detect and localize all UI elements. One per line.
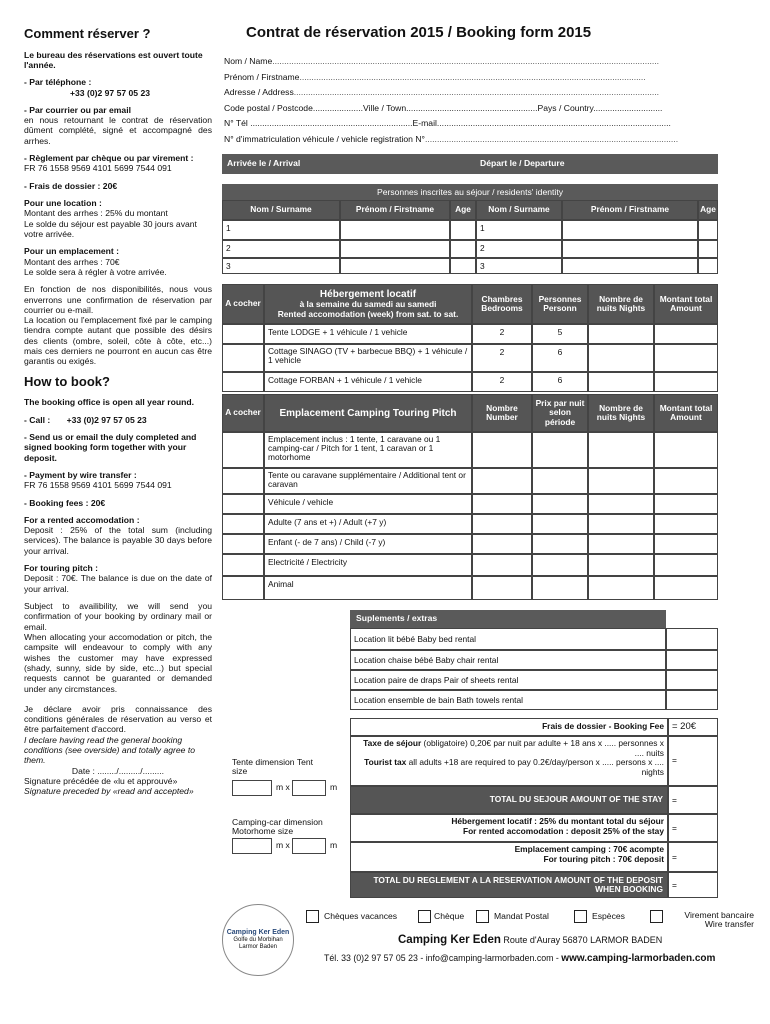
extra-value-3[interactable] xyxy=(666,670,718,690)
heading-en: How to book? xyxy=(24,373,110,389)
camping-header: Emplacement Camping Touring Pitch xyxy=(264,394,472,432)
camping-total-4[interactable] xyxy=(654,514,718,534)
extra-item-4: Location ensemble de bain Bath towels rental xyxy=(350,690,666,710)
camping-number-3[interactable] xyxy=(472,494,532,514)
send-en: - Send us or email the duly completed and signed booking form together with your deposit. xyxy=(24,431,197,463)
rented-en xyxy=(24,515,212,556)
camping-total-1[interactable] xyxy=(654,432,718,468)
rental-item-3: Cottage FORBAN + 1 véhicule / 1 vehicle xyxy=(264,372,472,392)
allocating-en: When allocating your accomodation or pitch, the campsite will endeavour to comply with any wishes the customer may have expressed (shady, sunny, side by side, etc...) but special requests cannot be guaranted or demanded under any circmstances. xyxy=(24,631,212,694)
allocation-fr: La location ou l'emplacement fixé par le camping tiendra compte autant que possible des désirs des clients (ombre, soleil, côte à côte, etc...) mais ces derniers ne pourront en aucun cas être garantis ou exigés. xyxy=(24,315,212,367)
camping-price-4[interactable] xyxy=(532,514,588,534)
call-en xyxy=(24,415,212,425)
dates-bar xyxy=(222,154,718,174)
field-phone-label: N° Tél ....................................................................E-mail.................................................................................................. xyxy=(224,118,671,128)
footer-address-line xyxy=(398,934,662,948)
person-row-1-right[interactable]: 1 xyxy=(476,220,562,240)
person-row-3-age[interactable] xyxy=(450,258,476,274)
tent-dimension-label: Tente dimension Tent size xyxy=(232,757,314,777)
field-address[interactable] xyxy=(224,87,718,103)
field-postcode-label: Code postal / Postcode.....................Ville / Town.......................................................Pays / Country............................. xyxy=(224,102,663,113)
field-dots: ......................................................................................................................................................... xyxy=(293,87,660,97)
camping-nights-1[interactable] xyxy=(588,432,654,468)
person-row-1-age-r[interactable] xyxy=(698,220,718,240)
field-firstname-label: Prénom / Firstname xyxy=(224,71,300,82)
camping-item-3: Véhicule / vehicle xyxy=(264,494,472,514)
tax-fr-bold: Taxe de séjour xyxy=(363,738,422,748)
tourist-tax-value[interactable]: = xyxy=(668,736,718,786)
footer-website[interactable]: www.camping-larmorbaden.com xyxy=(561,953,716,964)
field-dots: .......................................................................................................... xyxy=(425,133,679,144)
camping-check-1[interactable] xyxy=(222,432,264,468)
camping-price-6[interactable] xyxy=(532,554,588,576)
field-dots: .................................................................................................................................................................. xyxy=(272,56,660,66)
col-surname-2: Nom / Surname xyxy=(476,200,562,220)
camping-col-price: Prix par nuit selon période xyxy=(532,394,588,432)
camping-item-7: Animal xyxy=(264,576,472,600)
person-row-1-left[interactable]: 1 xyxy=(222,220,340,240)
wire-label: - Payment by wire transfer : xyxy=(24,469,137,480)
payment-label: - Règlement par chèque ou par virement : xyxy=(24,153,194,164)
identity-fields xyxy=(224,56,718,149)
camping-item-2: Tente ou caravane supplémentaire / Additional tent or caravan xyxy=(264,468,472,494)
rental-col-total: Montant total Amount xyxy=(654,284,718,324)
persons-header: Personnes inscrites au séjour / residents' identity xyxy=(222,184,718,200)
rental-deposit-value[interactable]: = xyxy=(668,814,718,842)
deposit-total-label: TOTAL DU REGLEMENT A LA RESERVATION AMOUNT OF THE DEPOSIT WHEN BOOKING xyxy=(350,872,668,898)
col-firstname-1: Prénom / Firstname xyxy=(340,200,450,220)
rental-sub-fr: à la semaine du samedi au samedi xyxy=(299,299,437,310)
camping-check-header: A cocher xyxy=(222,394,264,432)
rental-header xyxy=(264,284,472,324)
arrival-label[interactable]: Arrivée le / Arrival xyxy=(227,158,301,168)
pitch-balance: Le solde sera à régler à votre arrivée. xyxy=(24,266,167,277)
extras-header xyxy=(350,610,666,628)
iban-en: FR 76 1558 9569 4101 5699 7544 091 xyxy=(24,480,172,491)
tent-length-input[interactable] xyxy=(232,780,272,796)
phone-fr xyxy=(24,77,212,98)
rented-text: Deposit : 25% of the total sum (including services). The balance is payable 30 days before your arrival. xyxy=(24,525,212,556)
stay-total-label: TOTAL DU SEJOUR AMOUNT OF THE STAY xyxy=(350,786,668,814)
wire-en xyxy=(24,470,212,491)
col-age-1: Age xyxy=(450,200,476,220)
tax-en: all adults +18 are required to pay 0.2€/day/person x ..... persons x .... nights xyxy=(408,757,664,777)
rental-rooms-1: 2 xyxy=(472,324,532,344)
person-row-2-right[interactable]: 2 xyxy=(476,240,562,258)
checkbox-holiday-vouchers[interactable] xyxy=(306,910,319,923)
person-row-1-first-r[interactable] xyxy=(562,220,698,240)
camping-deposit-label xyxy=(350,842,668,872)
heading-fr: Comment réserver ? xyxy=(24,26,151,41)
camping-price-3[interactable] xyxy=(532,494,588,514)
footer-contact[interactable]: Tél. 33 (0)2 97 57 05 23 - info@camping-larmorbaden.com - xyxy=(324,953,559,963)
camping-item-6: Electricité / Electricity xyxy=(264,554,472,576)
tent-mx: m x xyxy=(276,782,290,792)
camping-nights-5[interactable] xyxy=(588,534,654,554)
rental-persons-3: 6 xyxy=(532,372,588,392)
rental-col-nights: Nombre de nuits Nights xyxy=(588,284,654,324)
rental-dep-fr: Hébergement locatif : 25% du montant total du séjour xyxy=(451,816,664,826)
rental-check-2[interactable] xyxy=(222,344,264,372)
camping-total-3[interactable] xyxy=(654,494,718,514)
camping-price-2[interactable] xyxy=(532,468,588,494)
camping-number-6[interactable] xyxy=(472,554,532,576)
camping-col-number: Nombre Number xyxy=(472,394,532,432)
date-line[interactable]: Date : ......../........./......... xyxy=(71,765,165,776)
extra-item-2: Location chaise bébé Baby chair rental xyxy=(350,650,666,670)
checkbox-cheque[interactable] xyxy=(418,910,431,923)
camping-nights-2[interactable] xyxy=(588,468,654,494)
camping-number-7[interactable] xyxy=(472,576,532,600)
signature-en: Signature preceded by «read and accepted» xyxy=(24,786,194,797)
person-row-1-age[interactable] xyxy=(450,220,476,240)
field-name[interactable] xyxy=(224,56,718,72)
page-title: Contrat de réservation 2015 / Booking form 2015 xyxy=(246,24,592,41)
col-age-2: Age xyxy=(698,200,718,220)
rental-total-2[interactable] xyxy=(654,344,718,372)
checkbox-wire-transfer[interactable] xyxy=(650,910,663,923)
person-row-3-left[interactable]: 3 xyxy=(222,258,340,274)
camping-nights-4[interactable] xyxy=(588,514,654,534)
extra-value-4[interactable] xyxy=(666,690,718,710)
rental-persons-2: 6 xyxy=(532,344,588,372)
label-wire-transfer: Virement bancaire Wire transfer xyxy=(684,910,754,930)
person-row-2-age-r[interactable] xyxy=(698,240,718,258)
field-postcode[interactable] xyxy=(224,103,718,119)
rental-rooms-2: 2 xyxy=(472,344,532,372)
iban-fr: FR 76 1558 9569 4101 5699 7544 091 xyxy=(24,163,172,174)
camping-total-6[interactable] xyxy=(654,554,718,576)
rental-deposit-label xyxy=(350,814,668,842)
rental-col-rooms: Chambres Bedrooms xyxy=(472,284,532,324)
field-address-label: Adresse / Address xyxy=(224,87,294,97)
tent-m: m xyxy=(330,782,338,792)
camping-check-3[interactable] xyxy=(222,494,264,514)
camp-dep-en: For touring pitch : 70€ deposit xyxy=(543,853,664,864)
camping-price-5[interactable] xyxy=(532,534,588,554)
tax-fr: (obligatoire) 0,20€ par nuit par adulte + 18 ans x ..... personnes x .... nuits xyxy=(423,738,664,758)
checkbox-postal-order[interactable] xyxy=(476,910,489,923)
extras-title: Suplements / extras xyxy=(356,613,438,623)
rental-dep-en: For rented accomodation : deposit 25% of the stay xyxy=(462,825,664,836)
footer-name: Camping Ker Eden xyxy=(398,934,501,946)
field-vehicle-label: N° d'immatriculation véhicule / vehicle registration N° xyxy=(224,133,425,144)
col-surname-1: Nom / Surname xyxy=(222,200,340,220)
person-row-3-age-r[interactable] xyxy=(698,258,718,274)
extra-item-1: Location lit bébé Baby bed rental xyxy=(350,628,666,650)
camper-width-input[interactable] xyxy=(292,838,326,854)
field-firstname[interactable] xyxy=(224,72,718,88)
pitch-fr xyxy=(24,246,212,277)
logo-name: Camping Ker Eden xyxy=(226,928,290,936)
camping-price-1[interactable] xyxy=(532,432,588,468)
person-row-2-left[interactable]: 2 xyxy=(222,240,340,258)
camping-check-7[interactable] xyxy=(222,576,264,600)
rental-total-3[interactable] xyxy=(654,372,718,392)
tax-en-bold: Tourist tax xyxy=(364,757,407,768)
signature-fr: Signature précédée de «lu et approuvé» xyxy=(24,776,178,786)
label-cash: Espèces xyxy=(592,911,625,921)
tent-width-input[interactable] xyxy=(292,780,326,796)
field-phone[interactable] xyxy=(224,118,718,134)
rental-nights-1[interactable] xyxy=(588,324,654,344)
camper-dimension-label: Camping-car dimension Motorhome size xyxy=(232,817,323,837)
phone-label: - Par téléphone : xyxy=(24,77,92,88)
camping-item-4: Adulte (7 ans et +) / Adult (+7 y) xyxy=(264,514,472,534)
rental-rooms-3: 2 xyxy=(472,372,532,392)
rented-label: For a rented accomodation : xyxy=(24,514,140,525)
camping-nights-3[interactable] xyxy=(588,494,654,514)
camping-check-6[interactable] xyxy=(222,554,264,576)
office-en: The booking office is open all year round. xyxy=(24,397,194,408)
camping-nights-7[interactable] xyxy=(588,576,654,600)
label-cheque: Chèque xyxy=(434,911,465,921)
mail-text: en nous retournant le contrat de réservation dûment complété, signé et accompagné des arrhes. xyxy=(24,115,212,146)
person-row-3-first-r[interactable] xyxy=(562,258,698,274)
rental-item-1: Tente LODGE + 1 véhicule / 1 vehicle xyxy=(264,324,472,344)
deposit-total-value[interactable]: = xyxy=(668,872,718,898)
camping-item-1: Emplacement inclus : 1 tente, 1 caravane ou 1 camping-car / Pitch for 1 tent, 1 caravan or 1 motorhome xyxy=(264,432,472,468)
rental-fr xyxy=(24,198,212,239)
footer-address: Route d'Auray 56870 LARMOR BADEN xyxy=(503,935,663,945)
tourist-tax-label xyxy=(350,736,668,786)
rental-check-3[interactable] xyxy=(222,372,264,392)
camping-number-1[interactable] xyxy=(472,432,532,468)
footer-contact-line xyxy=(324,953,715,965)
label-holiday-vouchers: Chèques vacances xyxy=(324,911,398,921)
camping-total-5[interactable] xyxy=(654,534,718,554)
subject-en: Subject to availibility, we will send you confirmation of your booking by ordinary mail or email. xyxy=(24,601,212,632)
camping-number-5[interactable] xyxy=(472,534,532,554)
mail-fr xyxy=(24,105,212,146)
touring-label: For touring pitch : xyxy=(24,563,98,574)
touring-text: Deposit : 70€. The balance is due on the date of your arrival. xyxy=(24,573,212,594)
rental-check-header: A cocher xyxy=(222,284,264,324)
label-postal-order: Mandat Postal xyxy=(494,911,549,921)
person-row-3-right[interactable]: 3 xyxy=(476,258,562,274)
camping-total-7[interactable] xyxy=(654,576,718,600)
camping-price-7[interactable] xyxy=(532,576,588,600)
rental-total-1[interactable] xyxy=(654,324,718,344)
camping-item-5: Enfant (- de 7 ans) / Child (-7 y) xyxy=(264,534,472,554)
rental-persons-1: 5 xyxy=(532,324,588,344)
rental-check-1[interactable] xyxy=(222,324,264,344)
camping-total-2[interactable] xyxy=(654,468,718,494)
person-row-2-age[interactable] xyxy=(450,240,476,258)
field-name-label: Nom / Name xyxy=(224,56,273,66)
rental-sub-en: Rented accomodation (week) from sat. to sat. xyxy=(277,308,459,319)
camping-col-total: Montant total Amount xyxy=(654,394,718,432)
booking-fee-label: Frais de dossier - Booking Fee xyxy=(350,718,668,736)
camp-dep-fr: Emplacement camping : 70€ acompte xyxy=(514,844,664,854)
fees-fr: - Frais de dossier : 20€ xyxy=(24,180,118,191)
booking-fee-value: = 20€ xyxy=(668,718,718,736)
payment-fr xyxy=(24,153,212,174)
person-row-3-first[interactable] xyxy=(340,258,450,274)
pitch-label: Pour un emplacement : xyxy=(24,246,120,257)
rental-nights-3[interactable] xyxy=(588,372,654,392)
rental-deposit: Montant des arrhes : 25% du montant xyxy=(24,208,168,219)
camping-number-4[interactable] xyxy=(472,514,532,534)
rental-balance: Le solde du séjour est payable 30 jours avant votre arrivée. xyxy=(24,218,197,239)
camping-check-4[interactable] xyxy=(222,514,264,534)
extra-value-2[interactable] xyxy=(666,650,718,670)
camping-deposit-value[interactable]: = xyxy=(668,842,718,872)
person-row-1-first[interactable] xyxy=(340,220,450,240)
camping-number-2[interactable] xyxy=(472,468,532,494)
call-phone: +33 (0)2 97 57 05 23 xyxy=(66,414,147,425)
person-row-2-first-r[interactable] xyxy=(562,240,698,258)
departure-label[interactable]: Départ le / Departure xyxy=(480,158,565,168)
fees-en: - Booking fees : 20€ xyxy=(24,497,106,508)
declare-fr: Je déclare avoir pris connaissance des conditions générales de réservation au verso et être parfaitement d'accord. xyxy=(24,703,212,735)
camping-logo xyxy=(222,904,294,976)
touring-en xyxy=(24,563,212,594)
camper-m: m xyxy=(330,840,338,850)
camping-col-nights: Nombre de nuits Nights xyxy=(588,394,654,432)
stay-total-value[interactable]: = xyxy=(668,786,718,814)
availability-fr: En fonction de nos disponibilités, nous vous enverrons une confirmation de réservation par courrier ou e-mail. xyxy=(24,284,212,315)
camper-length-input[interactable] xyxy=(232,838,272,854)
field-dots: ................................................................................................................................................. xyxy=(299,71,646,82)
rental-item-2: Cottage SINAGO (TV + barbecue BBQ) + 1 véhicule / 1 vehicle xyxy=(264,344,472,372)
phone-number: +33 (0)2 97 57 05 23 xyxy=(70,87,151,98)
camping-check-5[interactable] xyxy=(222,534,264,554)
extra-value-1[interactable] xyxy=(666,628,718,650)
logo-sub: Golfe du Morbihan Larmor Baden xyxy=(233,937,283,951)
rental-label: Pour une location : xyxy=(24,198,102,209)
rental-nights-2[interactable] xyxy=(588,344,654,372)
camper-mx: m x xyxy=(276,840,290,850)
rental-title: Hébergement locatif xyxy=(319,289,417,301)
mail-label: - Par courrier ou par email xyxy=(24,104,131,115)
declare-en: I declare having read the general booking conditions (see overside) and totally agree to them. xyxy=(24,734,196,766)
camping-check-2[interactable] xyxy=(222,468,264,494)
office-fr: Le bureau des réservations est ouvert toute l'année. xyxy=(24,49,203,70)
pitch-deposit: Montant des arrhes : 70€ xyxy=(24,256,120,267)
person-row-2-first[interactable] xyxy=(340,240,450,258)
col-firstname-2: Prénom / Firstname xyxy=(562,200,698,220)
field-vehicle[interactable] xyxy=(224,134,718,150)
extra-item-3: Location paire de draps Pair of sheets rental xyxy=(350,670,666,690)
rental-col-persons: Personnes Personn xyxy=(532,284,588,324)
call-label: - Call : xyxy=(24,414,51,425)
camping-nights-6[interactable] xyxy=(588,554,654,576)
checkbox-cash[interactable] xyxy=(574,910,587,923)
left-column xyxy=(24,26,212,804)
